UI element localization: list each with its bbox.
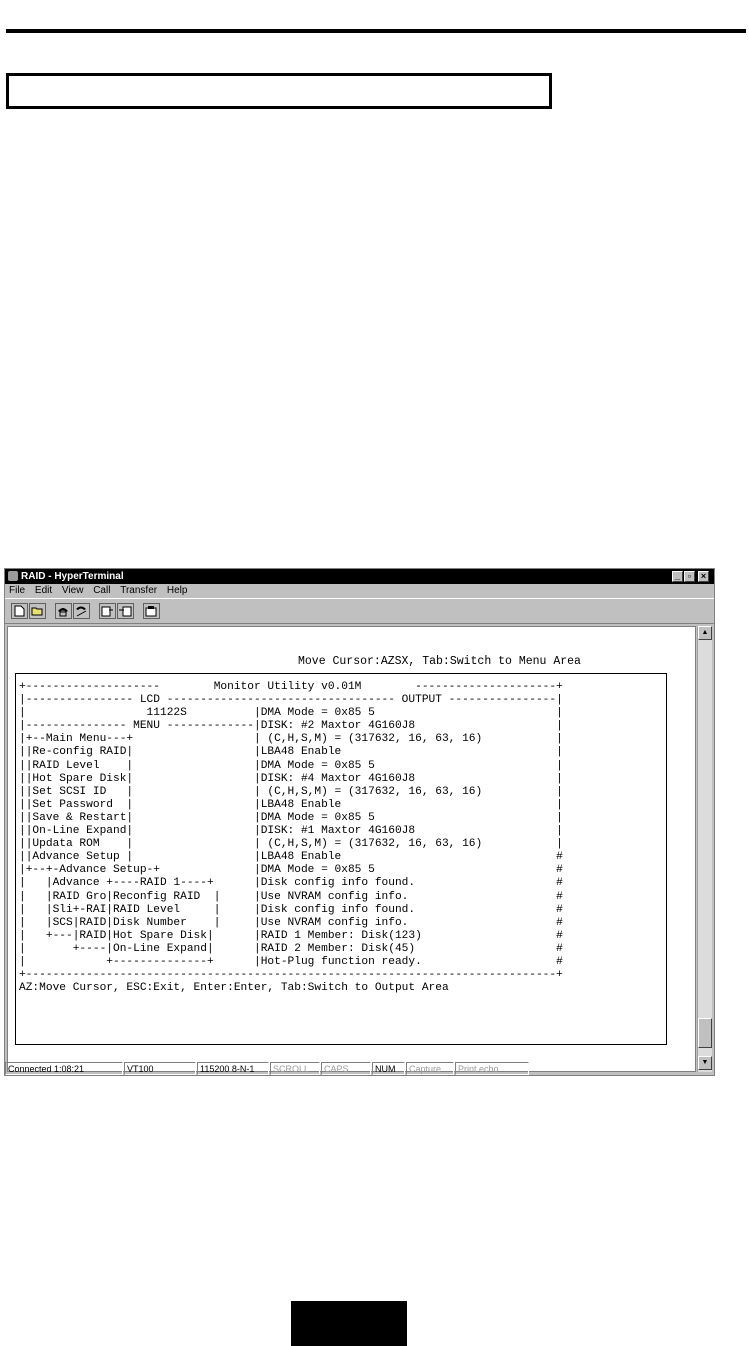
terminal-line: | |Advance +----RAID 1----+ |Disk config info found. # <box>19 877 563 890</box>
monitor-utility-screen <box>19 681 659 1041</box>
vertical-scrollbar[interactable] <box>697 626 712 1072</box>
hangup-icon[interactable] <box>73 603 90 619</box>
status-caps: CAPS <box>321 1062 371 1075</box>
menu-view[interactable]: View <box>61 585 84 596</box>
scroll-down-icon[interactable]: ▼ <box>698 1056 712 1070</box>
maximize-button[interactable]: ▫ <box>684 571 695 582</box>
terminal-line: ||Set Password | |LBA48 Enable | <box>19 798 563 811</box>
terminal-line: ||Updata ROM | | (C,H,S,M) = (317632, 16, 63, 16) | <box>19 838 563 851</box>
heading-box <box>6 73 552 109</box>
window-title: RAID - HyperTerminal <box>21 571 124 582</box>
status-emulation: VT100 <box>124 1062 196 1075</box>
status-num: NUM <box>372 1062 405 1075</box>
terminal-line: ||RAID Level | |DMA Mode = 0x85 5 | <box>19 759 563 772</box>
toolbar <box>5 598 714 624</box>
minimize-button[interactable]: _ <box>672 571 683 582</box>
terminal-line: ||Hot Spare Disk| |DISK: #4 Maxtor 4G160J8 | <box>19 772 563 785</box>
phone-icon[interactable] <box>55 603 72 619</box>
status-scroll: SCROLL <box>270 1062 320 1075</box>
terminal-line: ||Re-config RAID| |LBA48 Enable | <box>19 746 563 759</box>
close-button[interactable]: × <box>698 571 709 582</box>
send-icon[interactable] <box>99 603 116 619</box>
open-folder-icon[interactable] <box>29 603 46 619</box>
terminal-line: | +---|RAID|Hot Spare Disk| |RAID 1 Member: Disk(123) # <box>19 929 563 942</box>
properties-icon[interactable] <box>143 603 160 619</box>
terminal-line: AZ:Move Cursor, ESC:Exit, Enter:Enter, Tab:Switch to Output Area <box>19 982 449 995</box>
terminal-line: +-------------------------------------------------------------------------------+ <box>19 969 563 982</box>
terminal-line: |--------------- MENU -------------|DISK: #2 Maxtor 4G160J8 | <box>19 720 563 733</box>
terminal-line: |+--Main Menu---+ | (C,H,S,M) = (317632, 16, 63, 16) | <box>19 733 563 746</box>
terminal-line: +-------------------- Monitor Utility v0.01M ---------------------+ <box>19 681 563 693</box>
menu-file[interactable]: File <box>9 585 26 596</box>
status-port-settings: 115200 8-N-1 <box>197 1062 269 1075</box>
scroll-up-icon[interactable]: ▲ <box>698 626 712 640</box>
scroll-thumb[interactable] <box>698 1018 712 1048</box>
terminal-line: |+--+-Advance Setup-+ |DMA Mode = 0x85 5 # <box>19 864 563 877</box>
terminal-line: ||Set SCSI ID | | (C,H,S,M) = (317632, 16, 63, 16) | <box>19 785 563 798</box>
status-capture: Capture <box>406 1062 454 1075</box>
receive-icon[interactable] <box>117 603 134 619</box>
app-icon <box>8 571 18 581</box>
terminal-line: | 11122S |DMA Mode = 0x85 5 | <box>19 707 563 720</box>
status-print-echo: Print echo <box>455 1062 529 1075</box>
hyperterminal-window <box>4 568 715 1076</box>
terminal-area[interactable] <box>7 626 696 1072</box>
terminal-line: ||On-Line Expand| |DISK: #1 Maxtor 4G160J8 | <box>19 825 563 838</box>
status-bar <box>5 1062 714 1076</box>
top-rule <box>6 29 746 33</box>
terminal-line: |---------------- LCD ---------------------------------- OUTPUT ----------------| <box>19 694 563 707</box>
title-bar <box>5 569 714 584</box>
terminal-line: | |Sli+-RAI|RAID Level | |Disk config info found. # <box>19 903 563 916</box>
terminal-line: | +----|On-Line Expand| |RAID 2 Member: Disk(45) # <box>19 942 563 955</box>
cursor-hint: Move Cursor:AZSX, Tab:Switch to Menu Area <box>298 655 581 668</box>
menu-help[interactable]: Help <box>166 585 188 596</box>
menu-bar <box>5 584 714 598</box>
menu-transfer[interactable]: Transfer <box>120 585 158 596</box>
terminal-line: | |RAID Gro|Reconfig RAID | |Use NVRAM config info. # <box>19 890 563 903</box>
new-document-icon[interactable] <box>11 603 28 619</box>
menu-edit[interactable]: Edit <box>34 585 53 596</box>
terminal-line: | +--------------+ |Hot-Plug function ready. # <box>19 955 563 968</box>
terminal-line: | |SCS|RAID|Disk Number | |Use NVRAM config info. # <box>19 916 563 929</box>
page-number-tab <box>291 1301 407 1346</box>
menu-call[interactable]: Call <box>93 585 111 596</box>
terminal-line: ||Save & Restart| |DMA Mode = 0x85 5 | <box>19 811 563 824</box>
terminal-line: ||Advance Setup | |LBA48 Enable # <box>19 851 563 864</box>
status-connected: Connected 1:08:21 <box>5 1062 123 1075</box>
